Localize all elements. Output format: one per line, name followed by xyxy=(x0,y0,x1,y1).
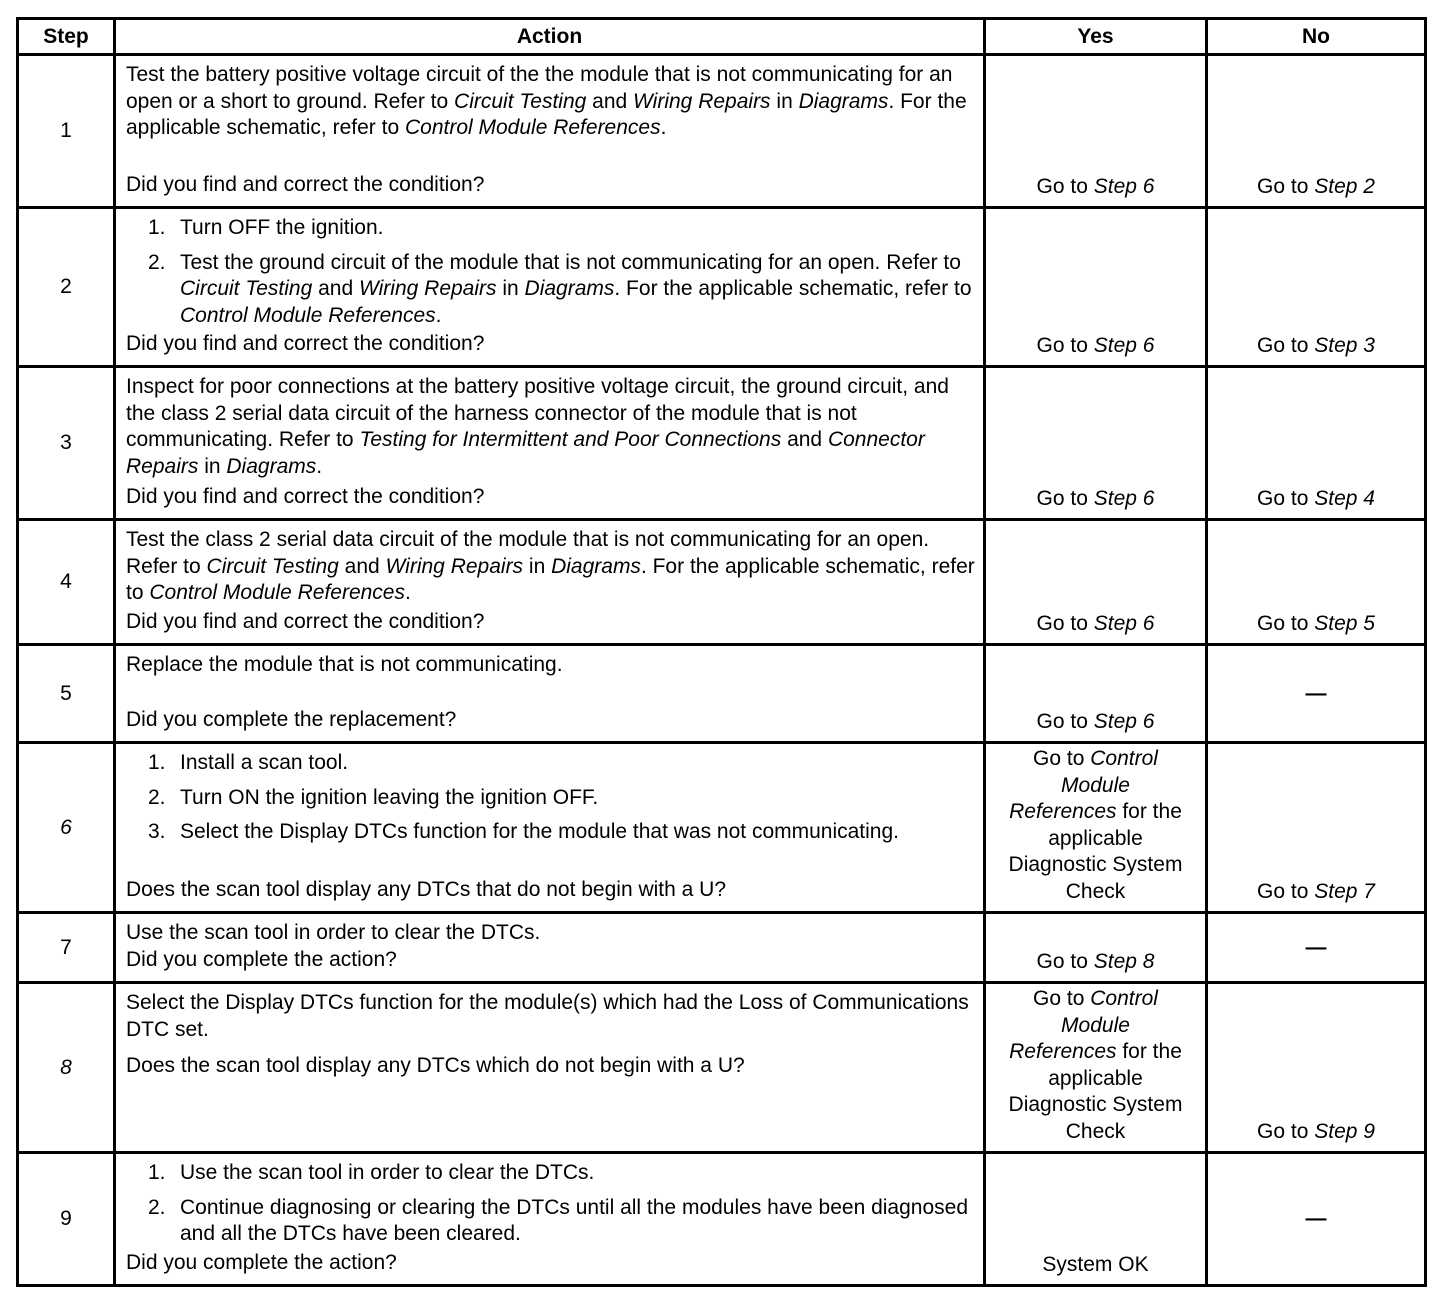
table-row xyxy=(18,367,1426,520)
text-span: and xyxy=(338,554,386,578)
action-text xyxy=(126,920,975,947)
action-cell xyxy=(115,520,985,645)
action-question: Did you find and correct the condition? xyxy=(126,331,485,355)
step-link[interactable]: Step 6 xyxy=(1093,333,1155,357)
text-span: . xyxy=(405,581,411,604)
step-number: 5 xyxy=(18,645,115,743)
action-content xyxy=(116,209,983,365)
no-content xyxy=(1208,1154,1424,1284)
reference-text: Testing for Intermittent and Poor Connections xyxy=(359,428,782,451)
yes-result[interactable] xyxy=(986,746,1205,905)
text-span: for the applicable Diagnostic System Check xyxy=(1008,1040,1183,1143)
action-text xyxy=(126,527,975,607)
no-content xyxy=(1208,56,1424,206)
text-span: Turn OFF the ignition. xyxy=(180,216,384,239)
no-cell xyxy=(1207,983,1426,1153)
action-cell xyxy=(115,1153,985,1286)
list-item xyxy=(126,215,975,242)
no-result-dash: — xyxy=(1305,681,1327,705)
no-result[interactable] xyxy=(1208,1119,1424,1146)
table-body xyxy=(18,55,1426,1286)
header-step: Step xyxy=(18,19,115,55)
text-span: Test the ground circuit of the module that is not communicating for an open. Refer to xyxy=(180,250,961,274)
action-question: Does the scan tool display any DTCs which do not begin with a U? xyxy=(126,1054,745,1077)
step-number: 6 xyxy=(18,743,115,913)
text-span: Select the Display DTCs function for the module that was not communicating. xyxy=(180,820,900,843)
table-row xyxy=(18,208,1426,367)
goto-label: Go to xyxy=(1257,879,1315,903)
text-span: . For the applicable schematic, refer to xyxy=(126,89,967,139)
reference-text: Diagrams xyxy=(226,454,317,478)
step-link[interactable]: Step 8 xyxy=(1093,949,1155,973)
yes-cell xyxy=(985,983,1207,1153)
no-content xyxy=(1208,646,1424,741)
yes-result[interactable] xyxy=(986,709,1205,736)
yes-cell xyxy=(985,55,1207,208)
action-content xyxy=(116,521,983,643)
yes-content xyxy=(986,744,1205,911)
goto-label: Go to xyxy=(1257,486,1315,510)
no-cell xyxy=(1207,913,1426,983)
header-no: No xyxy=(1207,19,1426,55)
action-cell xyxy=(115,743,985,913)
action-question: Does the scan tool display any DTCs that do not begin with a U? xyxy=(126,877,726,901)
step-link[interactable]: Step 5 xyxy=(1314,611,1375,635)
no-result[interactable] xyxy=(1208,611,1424,638)
action-text xyxy=(126,990,975,1043)
action-text xyxy=(126,62,975,142)
yes-cell xyxy=(985,913,1207,983)
yes-cell xyxy=(985,743,1207,913)
yes-content xyxy=(986,646,1205,741)
text-span: Use the scan tool in order to clear the DTCs. xyxy=(180,1161,595,1184)
yes-cell xyxy=(985,367,1207,520)
action-question: Did you complete the action? xyxy=(126,947,397,971)
yes-cell xyxy=(985,1153,1207,1286)
table-row xyxy=(18,913,1426,983)
goto-label: Go to xyxy=(1036,486,1094,510)
yes-content xyxy=(986,1154,1205,1284)
action-question: Did you complete the action? xyxy=(126,1250,397,1274)
yes-result[interactable] xyxy=(986,333,1205,360)
action-content xyxy=(116,914,983,981)
text-span: Install a scan tool. xyxy=(180,751,349,774)
yes-result[interactable] xyxy=(986,611,1205,638)
header-row xyxy=(18,19,1426,55)
reference-text: Control Module References xyxy=(404,116,661,139)
reference-text: Circuit Testing xyxy=(180,277,313,300)
no-result[interactable] xyxy=(1208,879,1424,906)
yes-result[interactable] xyxy=(986,486,1205,513)
text-span: . xyxy=(435,303,442,327)
step-number: 9 xyxy=(18,1153,115,1286)
list-number: 2. xyxy=(148,1195,166,1219)
step-number: 8 xyxy=(18,983,115,1153)
step-link[interactable]: Step 4 xyxy=(1314,486,1375,510)
no-cell xyxy=(1207,208,1426,367)
goto-label: Go to xyxy=(1036,611,1094,635)
goto-label: Go to xyxy=(1257,333,1315,357)
yes-content xyxy=(986,368,1205,518)
reference-text: Connector Repairs xyxy=(126,428,925,478)
reference-text: Control Module References xyxy=(1009,987,1158,1063)
step-link[interactable]: Step 2 xyxy=(1314,174,1375,198)
text-span: in xyxy=(523,554,552,578)
step-number: 7 xyxy=(18,913,115,983)
action-cell xyxy=(115,208,985,367)
no-cell xyxy=(1207,743,1426,913)
text-span: Turn ON the ignition leaving the ignition OFF. xyxy=(180,785,599,809)
text-span: for the applicable Diagnostic System Check xyxy=(1008,800,1183,903)
action-content xyxy=(116,56,983,206)
step-link[interactable]: Step 3 xyxy=(1314,333,1375,357)
no-result[interactable] xyxy=(1208,174,1424,201)
step-link[interactable]: Step 6 xyxy=(1093,611,1155,635)
yes-content xyxy=(986,521,1205,643)
reference-text: Control Module References xyxy=(1009,747,1158,823)
reference-text: Wiring Repairs xyxy=(359,277,497,300)
table-row xyxy=(18,983,1426,1153)
action-steps-list xyxy=(126,750,975,846)
action-steps-list xyxy=(126,215,975,329)
no-cell xyxy=(1207,645,1426,743)
list-number: 2. xyxy=(148,785,166,809)
action-content xyxy=(116,984,983,1151)
table-row xyxy=(18,743,1426,913)
action-content xyxy=(116,646,983,741)
text-span: in xyxy=(198,454,227,478)
goto-label: Go to xyxy=(1257,611,1315,635)
no-cell xyxy=(1207,520,1426,645)
reference-text: Circuit Testing xyxy=(206,554,339,578)
reference-text: Diagrams xyxy=(551,554,641,578)
text-span: Test the battery positive voltage circuit of the the module that is not communicating for an open or a short to ground. Refer to xyxy=(126,63,953,113)
list-item xyxy=(126,819,975,846)
action-question: Did you find and correct the condition? xyxy=(126,484,485,508)
step-link[interactable]: Step 6 xyxy=(1093,174,1155,198)
action-text xyxy=(126,652,975,679)
step-link[interactable]: Step 6 xyxy=(1093,709,1155,733)
action-cell xyxy=(115,983,985,1153)
list-number: 2. xyxy=(148,250,166,274)
reference-text: Control Module References xyxy=(149,581,405,604)
action-cell xyxy=(115,367,985,520)
no-cell xyxy=(1207,1153,1426,1286)
no-result-dash: — xyxy=(1305,935,1327,959)
action-content xyxy=(116,1154,983,1284)
text-span: Go to xyxy=(1033,987,1091,1010)
text-span: in xyxy=(496,277,525,300)
no-cell xyxy=(1207,367,1426,520)
action-cell xyxy=(115,913,985,983)
no-result-dash: — xyxy=(1305,1206,1327,1230)
step-link[interactable]: Step 7 xyxy=(1314,879,1375,903)
table-row xyxy=(18,1153,1426,1286)
text-span: Replace the module that is not communicating. xyxy=(126,653,563,676)
action-text xyxy=(126,374,975,480)
table-row xyxy=(18,55,1426,208)
yes-content xyxy=(986,984,1205,1151)
list-item xyxy=(126,1160,975,1187)
goto-label: Go to xyxy=(1257,174,1315,198)
text-span: and xyxy=(781,428,828,451)
action-content xyxy=(116,744,983,911)
yes-result[interactable] xyxy=(986,949,1205,976)
text-span: Continue diagnosing or clearing the DTCs until all the modules have been diagnosed and all the DTCs have been cleared. xyxy=(180,1195,969,1245)
yes-content xyxy=(986,209,1205,365)
yes-cell xyxy=(985,208,1207,367)
text-span: Inspect for poor connections at the battery positive voltage circuit, the ground circuit, and the class 2 serial data circuit of the harness connector of the module that is not communicating. Refer to xyxy=(126,375,949,451)
step-number: 1 xyxy=(18,55,115,208)
list-number: 1. xyxy=(148,1161,166,1184)
no-cell xyxy=(1207,55,1426,208)
text-span: Select the Display DTCs function for the module(s) which had the Loss of Communications DTC set. xyxy=(126,991,969,1041)
list-number: 1. xyxy=(148,751,166,774)
reference-text: Diagrams xyxy=(798,89,889,113)
no-result[interactable] xyxy=(1208,333,1424,360)
yes-content xyxy=(986,56,1205,206)
text-span: Use the scan tool in order to clear the DTCs. xyxy=(126,921,541,944)
reference-text: Wiring Repairs xyxy=(633,89,771,113)
reference-text: Wiring Repairs xyxy=(385,554,524,578)
action-steps-list xyxy=(126,1160,975,1248)
goto-label: Go to xyxy=(1036,174,1094,198)
reference-text: Control Module References xyxy=(180,303,436,327)
text-span: . xyxy=(660,116,667,139)
yes-result[interactable] xyxy=(986,174,1205,201)
list-item xyxy=(126,785,975,812)
list-number: 1. xyxy=(148,216,166,239)
reference-text: Diagrams xyxy=(524,277,615,300)
no-result[interactable] xyxy=(1208,486,1424,513)
action-question: Did you find and correct the condition? xyxy=(126,609,485,633)
list-number: 3. xyxy=(148,820,166,843)
step-link[interactable]: Step 6 xyxy=(1093,486,1155,510)
yes-cell xyxy=(985,645,1207,743)
goto-label: Go to xyxy=(1036,333,1094,357)
step-number: 2 xyxy=(18,208,115,367)
diagnostic-table xyxy=(16,17,1427,1287)
action-cell xyxy=(115,55,985,208)
table-row xyxy=(18,645,1426,743)
action-content xyxy=(116,368,983,518)
text-span: . xyxy=(316,454,323,478)
action-cell xyxy=(115,645,985,743)
no-content xyxy=(1208,521,1424,643)
no-content xyxy=(1208,744,1424,911)
header-yes: Yes xyxy=(985,19,1207,55)
step-link[interactable]: Step 9 xyxy=(1314,1119,1375,1143)
text-span: . For the applicable schematic, refer to xyxy=(126,554,975,604)
text-span: Go to xyxy=(1033,747,1091,770)
no-content xyxy=(1208,209,1424,365)
yes-cell xyxy=(985,520,1207,645)
yes-content xyxy=(986,914,1205,981)
goto-label: Go to xyxy=(1036,949,1094,973)
goto-label: Go to xyxy=(1036,709,1094,733)
reference-text: Circuit Testing xyxy=(454,89,587,113)
list-item xyxy=(126,250,975,330)
yes-result: System OK xyxy=(1042,1252,1149,1276)
text-span: Test the class 2 serial data circuit of the module that is not communicating for an open. Refer to xyxy=(126,528,930,578)
action-question: Did you complete the replacement? xyxy=(126,707,457,731)
list-item xyxy=(126,750,975,777)
step-number: 3 xyxy=(18,367,115,520)
step-number: 4 xyxy=(18,520,115,645)
text-span: . For the applicable schematic, refer to xyxy=(614,277,972,300)
no-content xyxy=(1208,984,1424,1151)
table-row xyxy=(18,520,1426,645)
text-span: in xyxy=(770,89,799,113)
no-content xyxy=(1208,368,1424,518)
list-item xyxy=(126,1195,975,1248)
header-action: Action xyxy=(115,19,985,55)
yes-result[interactable] xyxy=(986,986,1205,1145)
no-content xyxy=(1208,914,1424,981)
goto-label: Go to xyxy=(1257,1119,1315,1143)
text-span: and xyxy=(312,277,359,300)
text-span: and xyxy=(586,89,634,113)
action-question: Did you find and correct the condition? xyxy=(126,172,485,196)
